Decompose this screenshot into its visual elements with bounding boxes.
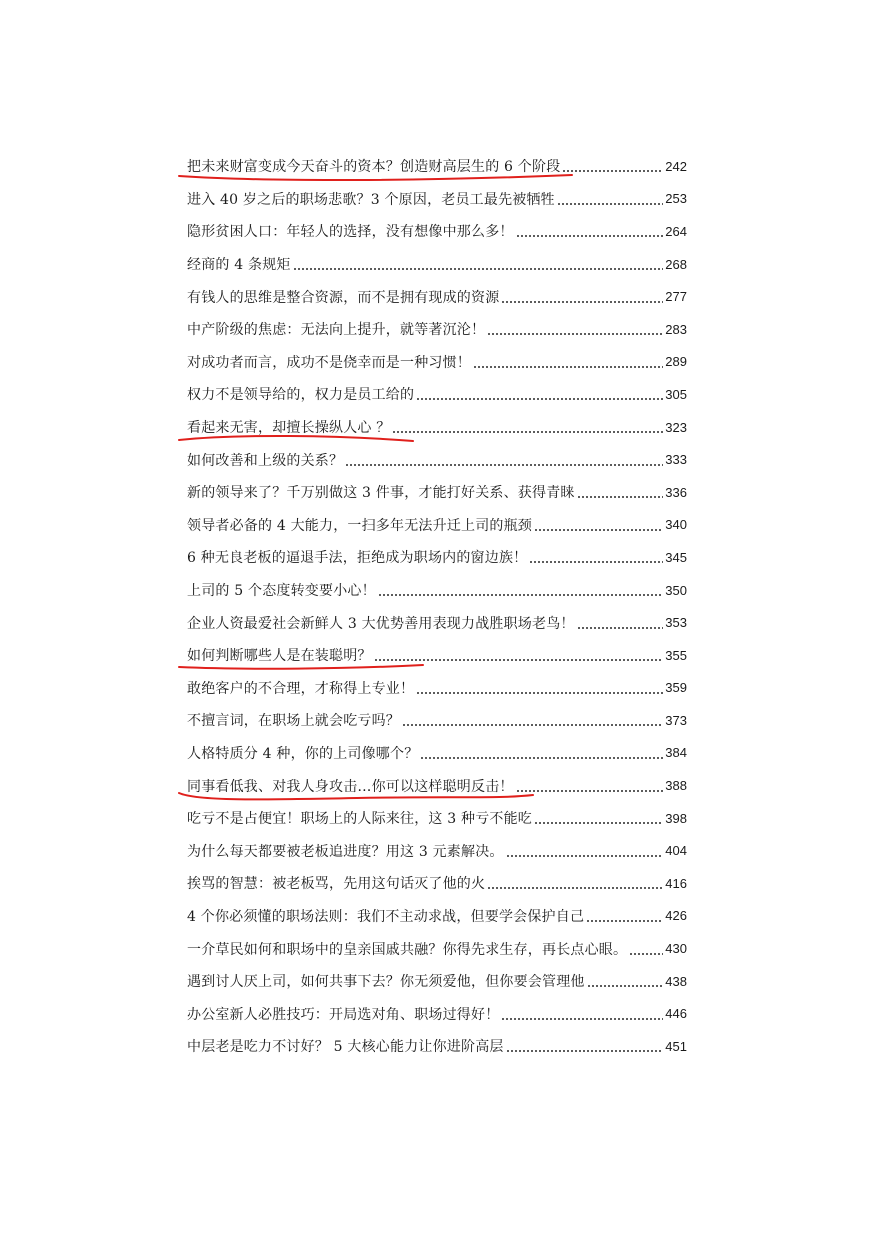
- toc-entry-page: 323: [665, 419, 687, 435]
- toc-entry-page: 277: [665, 289, 687, 305]
- dot-leader: [345, 463, 663, 467]
- toc-entry[interactable]: [187, 443, 687, 476]
- toc-entry-title: 6 种无良老板的逼退手法，拒绝成为职场内的窗边族！: [187, 550, 528, 567]
- toc-entry[interactable]: [187, 215, 687, 248]
- dot-leader: [473, 365, 663, 369]
- toc-entry[interactable]: [187, 932, 687, 965]
- toc-entry[interactable]: [187, 769, 687, 802]
- toc-entry[interactable]: [187, 378, 687, 411]
- toc-entry-title: 经商的 4 条规矩: [187, 257, 291, 274]
- toc-entry-title: 上司的 5 个态度转变要小心！: [187, 583, 376, 600]
- toc-entry-page: 253: [665, 191, 687, 207]
- dot-leader: [487, 886, 663, 890]
- dot-leader: [577, 626, 664, 630]
- toc-entry-page: 289: [665, 354, 687, 370]
- toc-entry[interactable]: [187, 476, 687, 509]
- toc-entry[interactable]: [187, 704, 687, 737]
- toc-entry-title: 把未来财富变成今天奋斗的资本？创造财高层生的 6 个阶段: [187, 159, 561, 176]
- toc-entry-title: 4 个你必须懂的职场法则：我们不主动求战，但要学会保护自己: [187, 908, 585, 925]
- toc-entry-title: 挨骂的智慧：被老板骂，先用这句话灭了他的火: [187, 876, 486, 893]
- toc-entry[interactable]: [187, 509, 687, 542]
- toc-entry-page: 359: [665, 680, 687, 696]
- toc-entry-page: 345: [665, 549, 687, 565]
- toc-entry[interactable]: [187, 1030, 687, 1063]
- toc-entry[interactable]: [187, 346, 687, 379]
- dot-leader: [506, 1049, 664, 1053]
- toc-entry[interactable]: [187, 150, 687, 183]
- toc-entry-title: 如何判断哪些人是在装聪明？: [187, 648, 372, 665]
- toc-entry-page: 242: [665, 158, 687, 174]
- dot-leader: [629, 952, 663, 956]
- toc-entry-title: 一介草民如何和职场中的皇亲国戚共融？你得先求生存，再长点心眼。: [187, 941, 628, 958]
- dot-leader: [586, 919, 663, 923]
- toc-entry[interactable]: [187, 183, 687, 216]
- dot-leader: [402, 723, 663, 727]
- toc-entry-title: 不擅言词，在职场上就会吃亏吗？: [187, 713, 400, 730]
- toc-entry-page: 384: [665, 745, 687, 761]
- dot-leader: [562, 169, 663, 173]
- dot-leader: [420, 756, 663, 760]
- toc-entry-page: 264: [665, 223, 687, 239]
- toc-entry-title: 对成功者而言，成功不是侥幸而是一种习惯！: [187, 354, 471, 371]
- toc-entry[interactable]: [187, 574, 687, 607]
- toc-entry-page: 283: [665, 321, 687, 337]
- toc-entry[interactable]: [187, 997, 687, 1030]
- toc-entry[interactable]: [187, 541, 687, 574]
- dot-leader: [557, 202, 663, 206]
- dot-leader: [516, 789, 664, 793]
- toc-entry-page: 404: [665, 843, 687, 859]
- dot-leader: [534, 528, 663, 532]
- dot-leader: [487, 332, 663, 336]
- dot-leader: [529, 560, 663, 564]
- toc-entry-title: 领导者必备的 4 大能力，一扫多年无法升迁上司的瓶颈: [187, 517, 533, 534]
- toc-entry-page: 373: [665, 712, 687, 728]
- toc-entry-title: 吃亏不是占便宜！职场上的人际来往，这 3 种亏不能吃: [187, 811, 533, 828]
- toc-entry-page: 336: [665, 484, 687, 500]
- dot-leader: [293, 267, 664, 271]
- toc-entry[interactable]: [187, 639, 687, 672]
- toc-entry-page: 305: [665, 386, 687, 402]
- toc-entry[interactable]: [187, 737, 687, 770]
- toc-entry[interactable]: [187, 834, 687, 867]
- toc-entry-page: 426: [665, 908, 687, 924]
- toc-entry[interactable]: [187, 248, 687, 281]
- toc-entry[interactable]: [187, 802, 687, 835]
- dot-leader: [416, 397, 663, 401]
- toc-entry-title: 敢绝客户的不合理，才称得上专业！: [187, 680, 415, 697]
- dot-leader: [506, 854, 664, 858]
- toc-entry[interactable]: [187, 313, 687, 346]
- toc-entry-title: 企业人资最爱社会新鲜人 3 大优势善用表现力战胜职场老鸟！: [187, 615, 575, 632]
- table-of-contents: [187, 150, 687, 1063]
- dot-leader: [378, 593, 663, 597]
- dot-leader: [501, 300, 663, 304]
- toc-entry-page: 340: [665, 517, 687, 533]
- toc-entry-title: 同事看低我、对我人身攻击…你可以这样聪明反击！: [187, 778, 514, 795]
- toc-entry-title: 看起来无害，却擅长操纵人心 ？: [187, 420, 391, 437]
- toc-entry-page: 451: [665, 1038, 687, 1054]
- dot-leader: [416, 691, 663, 695]
- toc-entry-title: 新的领导来了？千万别做这 3 件事，才能打好关系、获得青睐: [187, 485, 575, 502]
- toc-entry-page: 333: [665, 452, 687, 468]
- toc-entry-page: 430: [665, 941, 687, 957]
- toc-entry-title: 有钱人的思维是整合资源，而不是拥有现成的资源: [187, 289, 500, 306]
- toc-entry-title: 中产阶级的焦虑：无法向上提升，就等著沉沦！: [187, 322, 486, 339]
- toc-entry-page: 388: [665, 778, 687, 794]
- dot-leader: [392, 430, 663, 434]
- toc-entry-title: 为什么每天都要被老板追进度？用这 3 元素解决。: [187, 843, 504, 860]
- dot-leader: [374, 658, 664, 662]
- toc-entry-title: 隐形贫困人口：年轻人的选择，没有想像中那么多！: [187, 224, 514, 241]
- toc-entry-title: 人格特质分 4 种，你的上司像哪个？: [187, 745, 419, 762]
- toc-entry-page: 416: [665, 875, 687, 891]
- toc-entry-page: 353: [665, 615, 687, 631]
- toc-entry-title: 办公室新人必胜技巧：开局选对角、职场过得好！: [187, 1006, 500, 1023]
- toc-entry-title: 权力不是领导给的，权力是员工给的: [187, 387, 415, 404]
- dot-leader: [587, 984, 664, 988]
- toc-entry-title: 如何改善和上级的关系？: [187, 452, 344, 469]
- toc-entry-page: 398: [665, 810, 687, 826]
- toc-entry[interactable]: [187, 965, 687, 998]
- dot-leader: [577, 495, 664, 499]
- toc-entry[interactable]: [187, 672, 687, 705]
- toc-entry[interactable]: [187, 867, 687, 900]
- toc-entry-page: 355: [665, 647, 687, 663]
- toc-entry-page: 350: [665, 582, 687, 598]
- toc-entry-page: 438: [665, 973, 687, 989]
- toc-entry[interactable]: [187, 411, 687, 444]
- toc-entry-title: 进入 40 岁之后的职场悲歌？3 个原因，老员工最先被牺牲: [187, 191, 555, 208]
- toc-entry[interactable]: [187, 606, 687, 639]
- toc-entry[interactable]: [187, 280, 687, 313]
- toc-entry-page: 446: [665, 1006, 687, 1022]
- toc-entry-page: 268: [665, 256, 687, 272]
- toc-entry[interactable]: [187, 900, 687, 933]
- dot-leader: [501, 1017, 663, 1021]
- dot-leader: [516, 234, 664, 238]
- toc-entry-title: 中层老是吃力不讨好？ 5 大核心能力让你进阶高层: [187, 1039, 504, 1056]
- toc-entry-title: 遇到讨人厌上司，如何共事下去？你无须爱他，但你要会管理他: [187, 974, 585, 991]
- dot-leader: [534, 821, 663, 825]
